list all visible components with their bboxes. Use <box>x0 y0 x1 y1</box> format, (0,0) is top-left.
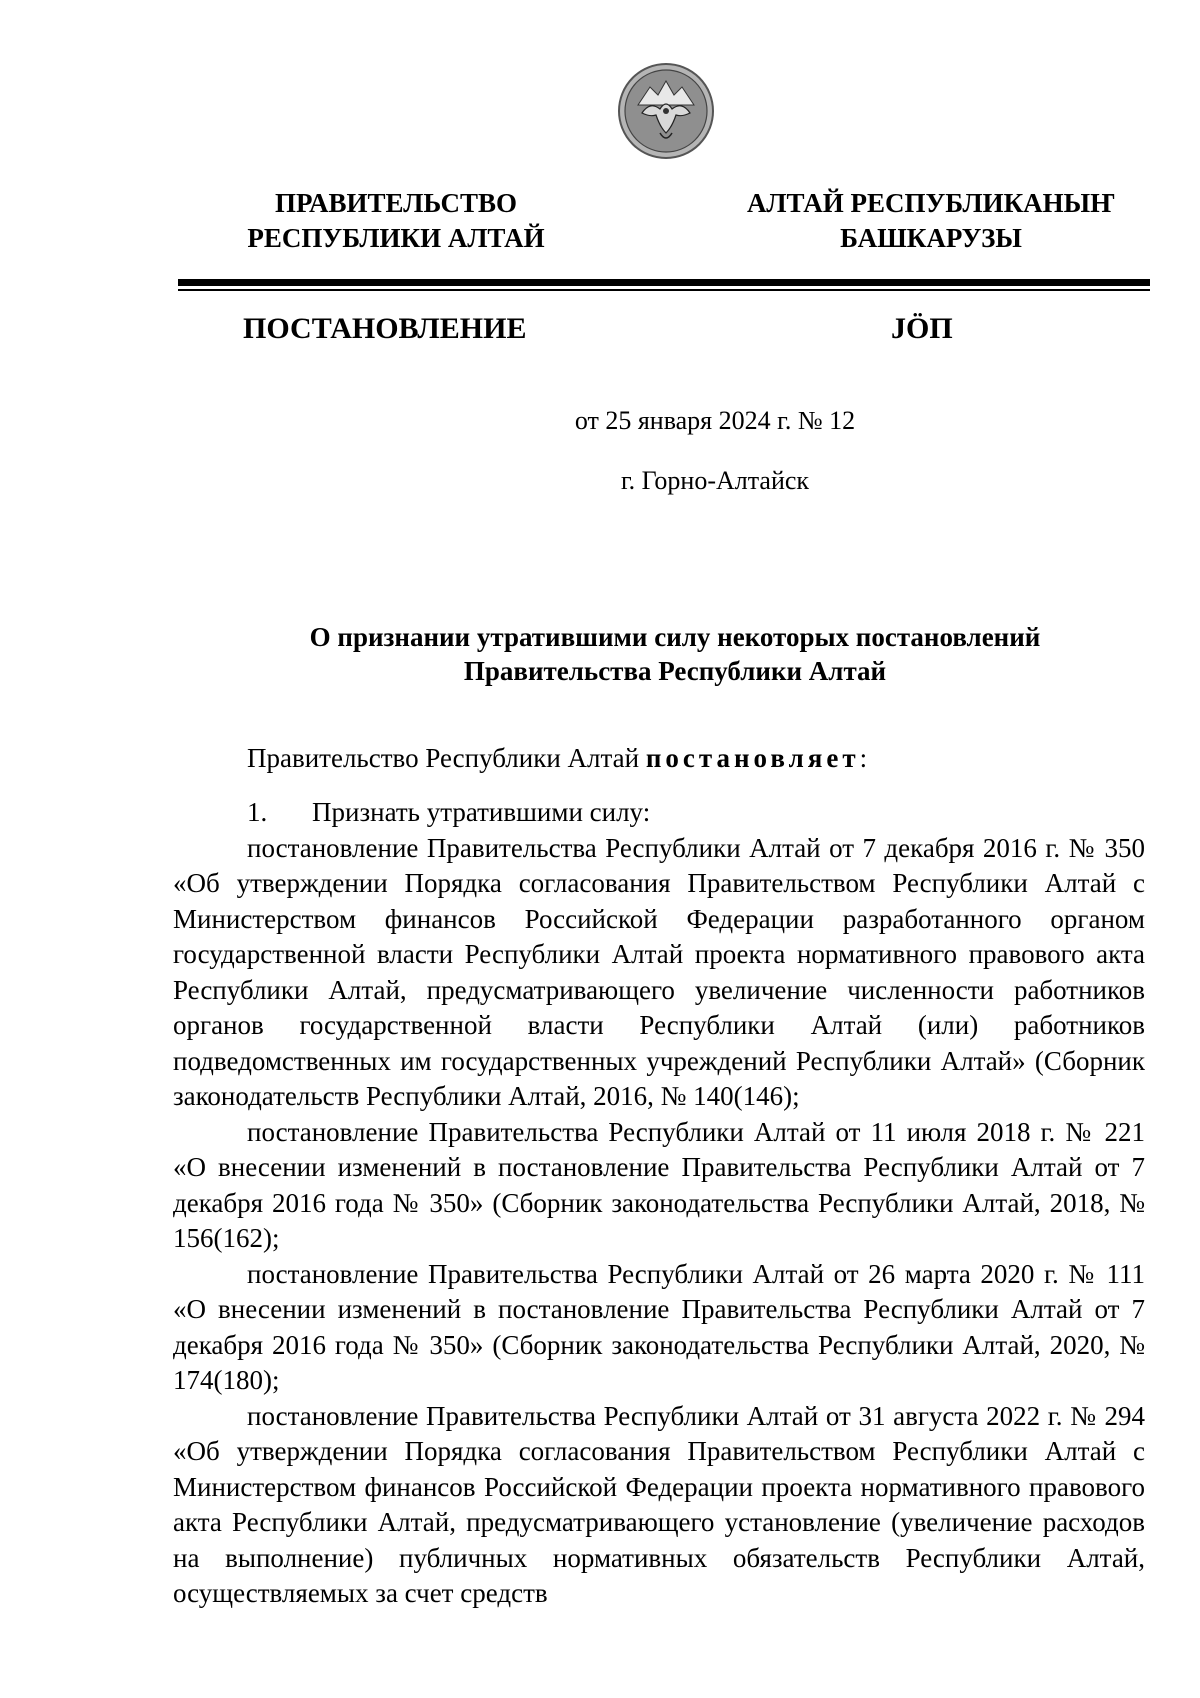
point-1-text: Признать утратившими силу: <box>312 797 651 827</box>
repealed-item-3: постановление Правительства Республики Алтай от 26 марта 2020 г. № 111 «О внесении изменений в постановление Правительства Республики Алтай от 7 декабря 2016 года № 350» (Сборник законодательства Республики Алтай, 2020, № 174(180); <box>173 1258 1145 1395</box>
preamble-suffix: : <box>859 743 868 773</box>
preamble <box>247 741 867 775</box>
repealed-item-4: постановление Правительства Республики Алтай от 31 августа 2022 г. № 294 «Об утверждении Порядка согласования Правительством Республики Алтай с Министерством финансов Российской Федерации проекта нормативного правового акта Республики Алтай, предусматривающего установление (увеличение расходов на выполнение) публичных нормативных обязательств Республики Алтай, осуществляемых за счет средств <box>173 1400 1145 1608</box>
doc-type-left: ПОСТАНОВЛЕНИЕ <box>243 312 527 345</box>
repealed-item-1: постановление Правительства Республики Алтай от 7 декабря 2016 г. № 350 «Об утверждении Порядка согласования Правительством Республики Алтай с Министерством финансов Российской Федерации разработанного органом государственной власти Республики Алтай проекта нормативного правового акта Республики Алтай, предусматривающего увеличение численности работников органов государственной власти Республики Алтай (или) работников подведомственных им государственных учреждений Республики Алтай» (Сборник законодательств Республики Алтай, 2016, № 140(146); <box>173 832 1145 1111</box>
point-1 <box>173 795 1145 831</box>
coat-of-arms-emblem-icon <box>616 61 716 161</box>
repealed-item-2: постановление Правительства Республики Алтай от 11 июля 2018 г. № 221 «О внесении изменений в постановление Правительства Республики Алтай от 7 декабря 2016 года № 350» (Сборник законодательства Республики Алтай, 2018, № 156(162); <box>173 1116 1145 1253</box>
doc-type-right: JӦП <box>891 312 953 345</box>
header-right-line1: АЛТАЙ РЕСПУБЛИКАНЫҤ <box>746 188 1116 218</box>
point-1-number: 1. <box>247 797 268 827</box>
document-title <box>200 620 1150 688</box>
title-line2: Правительства Республики Алтай <box>463 656 887 686</box>
header-left <box>196 186 596 256</box>
header-right-line2: БАШКАРУЗЫ <box>840 223 1022 253</box>
header-left-line1: ПРАВИТЕЛЬСТВО <box>274 188 518 218</box>
header-left-line2: РЕСПУБЛИКИ АЛТАЙ <box>247 223 545 253</box>
title-line1: О признании утратившими силу некоторых постановлений <box>309 622 1041 652</box>
header-divider-thin <box>178 289 1150 291</box>
preamble-prefix: Правительство Республики Алтай <box>247 743 646 773</box>
header-right <box>731 186 1131 256</box>
document-body <box>173 795 1145 1612</box>
city-line: г. Горно-Алтайск <box>620 466 810 495</box>
date-line: от 25 января 2024 г. № 12 <box>574 406 856 435</box>
preamble-verb: постановляет <box>645 743 860 773</box>
header-divider-thick <box>178 279 1150 286</box>
